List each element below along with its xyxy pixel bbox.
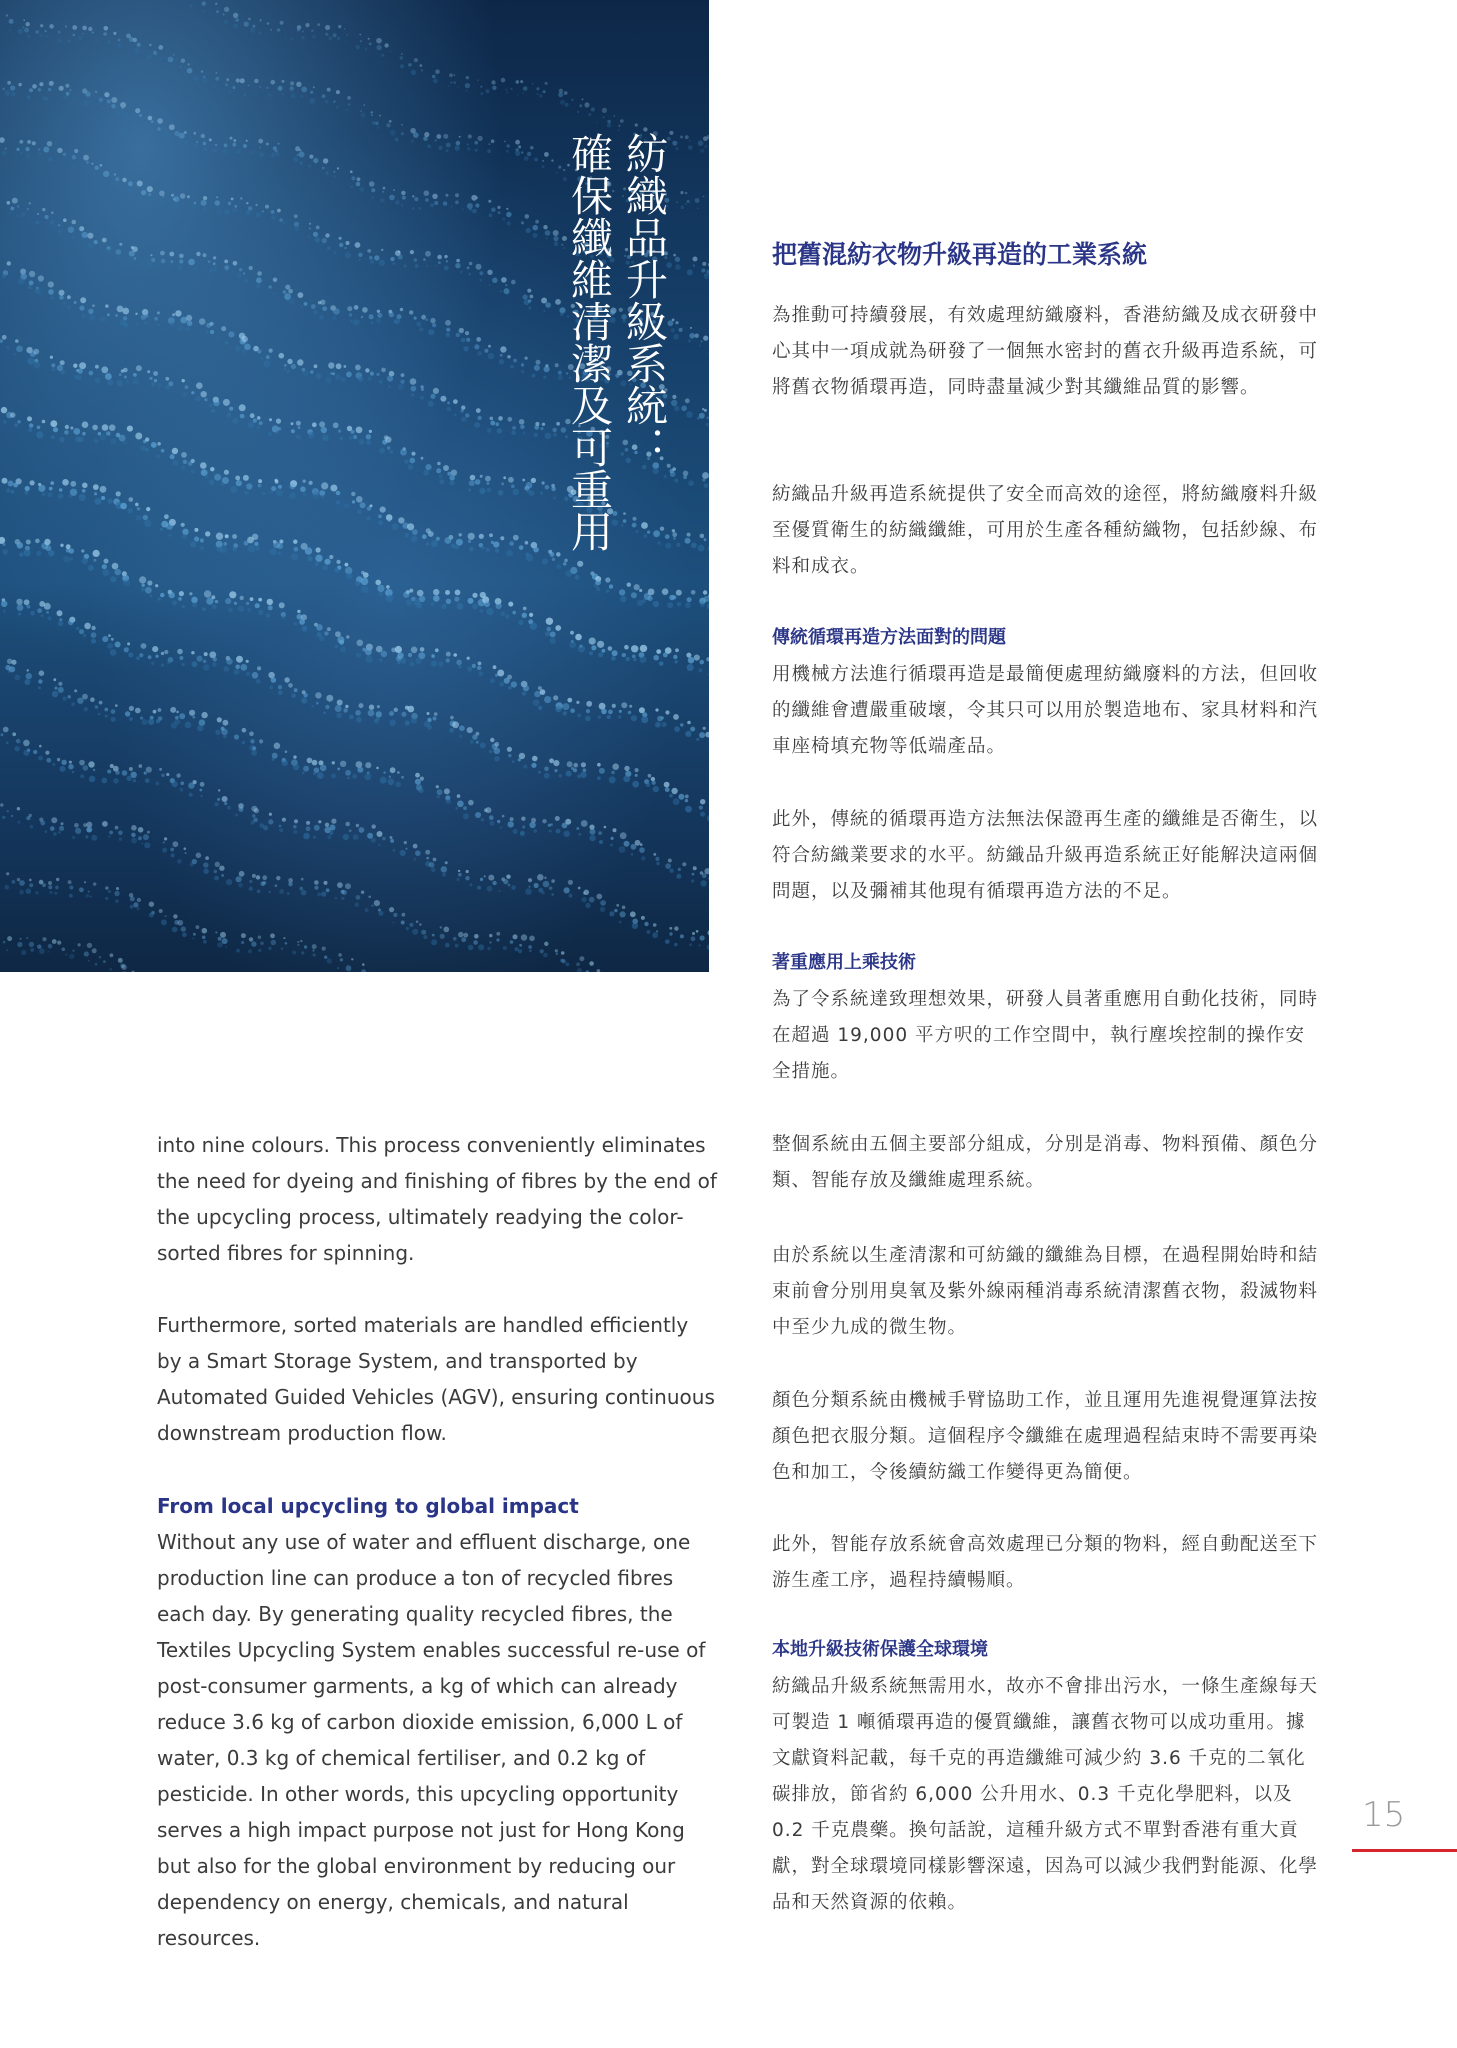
hero-title-line1: 紡織品升級系統： — [620, 132, 669, 468]
english-subheading: From local upcycling to global impact — [157, 1494, 579, 1518]
chinese-body-section-7 — [772, 1238, 1324, 1346]
chinese-paragraph-4: 此外，傳統的循環再造方法無法保證再生產的纖維是否衛生，以符合紡織業要求的水平。紡織品升級再造系統正好能解決這兩個問題，以及彌補其他現有循環再造方法的不足。 — [772, 809, 1319, 902]
chinese-subheading-1: 傳統循環再造方法面對的問題 — [772, 627, 1006, 648]
chinese-body-section-2 — [772, 477, 1324, 585]
chinese-paragraph-9: 此外，智能存放系統會高效處理已分類的物料，經自動配送至下游生產工序，過程持續暢順。 — [772, 1534, 1319, 1591]
fibre-band — [3, 936, 709, 972]
fibre-band — [5, 659, 709, 893]
chinese-paragraph-8: 顏色分類系統由機械手臂協助工作，並且運用先進視覺運算法按顏色把衣服分類。這個程序令纖維在處理過程結束時不需要再染色和加工，令後續紡織工作變得更為簡便。 — [772, 1390, 1319, 1483]
chinese-paragraph-10: 紡織品升級系統無需用水，故亦不會排出污水，一條生產線每天可製造 1 噸循環再造的優質纖維，讓舊衣物可以成功重用。據文獻資料記載，每千克的再造纖維可減少約 3.6 千克的二氧化碳排放，節省約 6,000 公升用水、0.3 千克化學肥料，以及 0.2 千克農藥。換句話說，這種升級方式不單對香港有重大貢獻，對全球環境同樣影響深遠，因為可以減少我們對能源、化學品和天然資源的依賴。 — [772, 1676, 1319, 1913]
english-paragraph-1-block — [157, 1127, 717, 1271]
page-number: 15 — [1362, 1795, 1406, 1835]
english-paragraph-2: Furthermore, sorted materials are handled efficiently by a Smart Storage System, and transported by Automated Guided Vehicles (AGV), ensuring continuous downstream production flow. — [157, 1313, 715, 1445]
chinese-paragraph-3: 用機械方法進行循環再造是最簡便處理紡織廢料的方法，但回收的纖維會遭嚴重破壞，令其只可以用於製造地布、家具材料和汽車座椅填充物等低端產品。 — [772, 664, 1319, 757]
hero-fibre-image — [0, 0, 709, 972]
chinese-subheading-3: 本地升級技術保護全球環境 — [772, 1639, 988, 1660]
chinese-body-section-1 — [772, 298, 1324, 406]
chinese-section-global — [772, 1637, 1324, 1921]
page-number-rule — [1352, 1849, 1457, 1852]
chinese-section-problems — [772, 625, 1324, 765]
chinese-subheading-2: 著重應用上乘技術 — [772, 952, 916, 973]
chinese-paragraph-2: 紡織品升級再造系統提供了安全而高效的途徑，將紡織廢料升級至優質衛生的紡織纖維，可用於生產各種紡織物，包括紗線、布料和成衣。 — [772, 484, 1319, 577]
chinese-paragraph-7: 由於系統以生產清潔和可紡織的纖維為目標，在過程開始時和結束前會分別用臭氧及紫外線兩種消毒系統清潔舊衣物，殺滅物料中至少九成的微生物。 — [772, 1245, 1319, 1338]
chinese-body-section-4 — [772, 802, 1324, 910]
fibre-band — [0, 727, 709, 952]
chinese-body-section-6 — [772, 1127, 1324, 1199]
chinese-body-section-8 — [772, 1383, 1324, 1491]
chinese-paragraph-6: 整個系統由五個主要部分組成，分別是消毒、物料預備、顏色分類、智能存放及纖維處理系統。 — [772, 1134, 1319, 1191]
english-section-global — [157, 1488, 717, 1956]
english-paragraph-3: Without any use of water and effluent discharge, one production line can produce a ton of recycled fibres each day. By generating quality recycled fibres, the Textiles Upcycling System enables successful re-use of post-consumer garments, a kg of which can already reduce 3.6 kg of carbon dioxide emission, 6,000 L of water, 0.3 kg of chemical fertiliser, and 0.2 kg of pesticide. In other words, this upcycling opportunity serves a high impact purpose not just for Hong Kong but also for the global environment by reducing our dependency on energy, chemicals, and natural resources. — [157, 1530, 706, 1950]
chinese-paragraph-5: 為了令系統達致理想效果，研發人員著重應用自動化技術，同時在超過 19,000 平方呎的工作空間中，執行塵埃控制的操作安全措施。 — [772, 989, 1319, 1082]
chinese-heading: 把舊混紡衣物升級再造的工業系統 — [772, 240, 1148, 269]
chinese-paragraph-1: 為推動可持續發展，有效處理紡織廢料，香港紡織及成衣研發中心其中一項成就為研發了一個無水密封的舊衣升級再造系統，可將舊衣物循環再造，同時盡量減少對其纖維品質的影響。 — [772, 305, 1319, 398]
english-paragraph-1: into nine colours. This process conveniently eliminates the need for dyeing and finishing of fibres by the end of the upcycling process, ultimately readying the color-sorted fibres for spinning. — [157, 1133, 717, 1265]
chinese-body-section-9 — [772, 1527, 1324, 1599]
chinese-section-technology — [772, 950, 1324, 1090]
hero-title-line2: 確保纖維清潔及可重用 — [565, 132, 614, 552]
fibre-band — [5, 872, 710, 972]
english-paragraph-2-block — [157, 1307, 717, 1451]
